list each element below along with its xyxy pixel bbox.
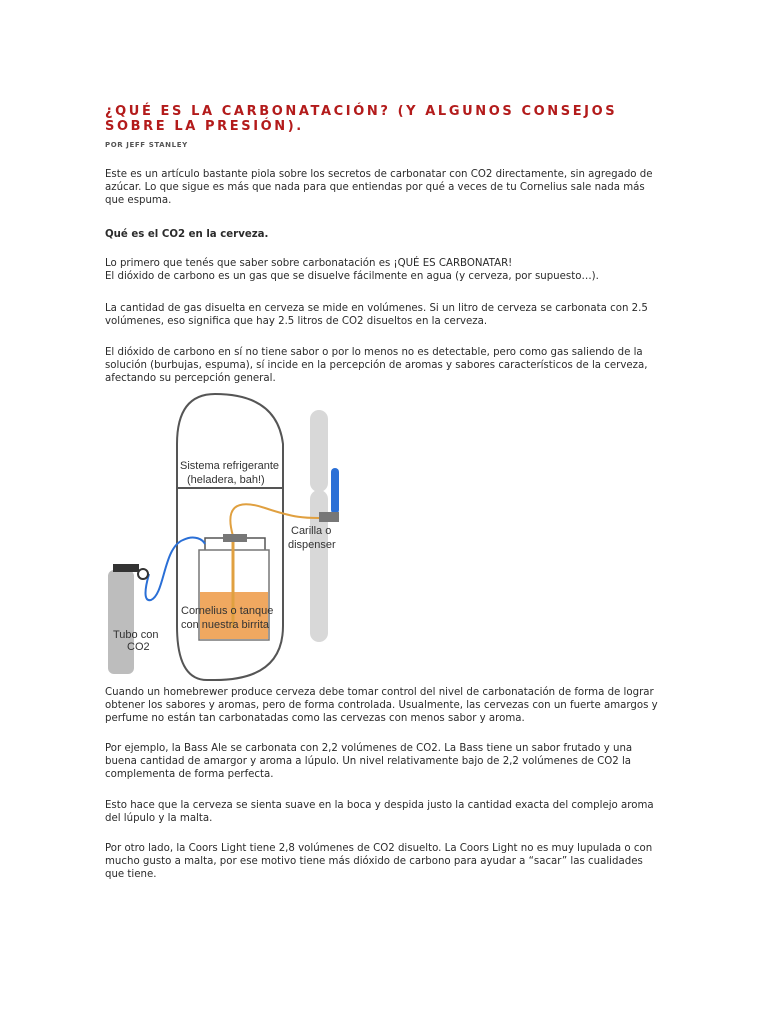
paragraph-4: Cuando un homebrewer produce cerveza debe tomar control del nivel de carbonatación de forma de lograr obtener los sabores y aromas, pero de forma controlada. Usualmente, las cervezas con un fuerte amargos y perfume no están tan carbonatadas como las cervezas con menos sabor y aroma.	[105, 687, 658, 724]
tap-label-line-2: dispenser	[288, 539, 336, 551]
paragraph-1-line-1: Lo primero que tenés que saber sobre carbonatación es ¡QUÉ ES CARBONATAR!	[105, 258, 513, 269]
co2-gauge	[138, 569, 148, 579]
co2-tank	[108, 570, 134, 674]
intro-paragraph: Este es un artículo bastante piola sobre los secretos de carbonatar con CO2 directamente, sin agregado de azúcar. Lo que sigue es más que nada para que entiendas por qué a veces de tu Cornelius sale nada más que espuma.	[105, 169, 653, 206]
tap-label-line-1: Carilla o	[291, 525, 332, 537]
section-heading: Qué es el CO2 en la cerveza.	[105, 229, 269, 240]
paragraph-2: La cantidad de gas disuelta en cerveza se mide en volúmenes. Si un litro de cerveza se carbonata con 2.5 volúmenes, eso significa que hay 2.5 litros de CO2 disueltos en la cerveza.	[105, 303, 648, 327]
keg-diagram-svg	[105, 388, 345, 686]
paragraph-3: El dióxido de carbono en sí no tiene sabor o por lo menos no es detectable, pero como gas saliendo de la solución (burbujas, espuma), sí incide en la percepción de aromas y sabores característicos de la cerveza, afectando su percepción general.	[105, 347, 648, 384]
paragraph-5: Por ejemplo, la Bass Ale se carbonata con 2,2 volúmenes de CO2. La Bass tiene un sabor frutado y una buena cantidad de amargor y aroma a lúpulo. Un nivel relativamente bajo de 2,2 volúmenes de CO2 la complementa de forma perfecta.	[105, 743, 633, 780]
fridge-label-line-1: Sistema refrigerante	[180, 460, 280, 472]
paragraph-6: Esto hace que la cerveza se sienta suave en la boca y despida justo la cantidad exacta del complejo aroma del lúpulo y la malta.	[105, 800, 654, 824]
co2-regulator	[113, 564, 139, 572]
keg-fitting	[223, 534, 247, 542]
keg-label-line-2: con nuestra birrita	[181, 619, 270, 631]
fridge-label-line-2: (heladera, bah!)	[187, 474, 265, 486]
byline: POR JEFF STANLEY	[105, 141, 188, 149]
tap-body	[319, 512, 339, 522]
article-title: ¿QUÉ ES LA CARBONATACIÓN? (Y ALGUNOS CONSEJOS SOBRE LA PRESIÓN).	[105, 104, 618, 134]
tank-label-line-1: Tubo con	[113, 629, 159, 641]
keg-label-line-1: Cornelius o tanque	[181, 605, 274, 617]
paragraph-1-line-2: El dióxido de carbono es un gas que se disuelve fácilmente en agua (y cerveza, por supuesto…).	[105, 271, 599, 282]
keg-diagram	[105, 388, 345, 686]
fridge-door-upper	[310, 410, 328, 492]
tank-label-line-2: CO2	[127, 641, 150, 653]
paragraph-7: Por otro lado, la Coors Light tiene 2,8 volúmenes de CO2 disuelto. La Coors Light no es muy lupulada o con mucho gusto a malta, por ese motivo tiene más dióxido de carbono para ayudar a “sacar” las cualidades que tiene.	[105, 843, 653, 880]
tap-handle	[331, 468, 339, 514]
paragraph-1	[105, 257, 660, 283]
